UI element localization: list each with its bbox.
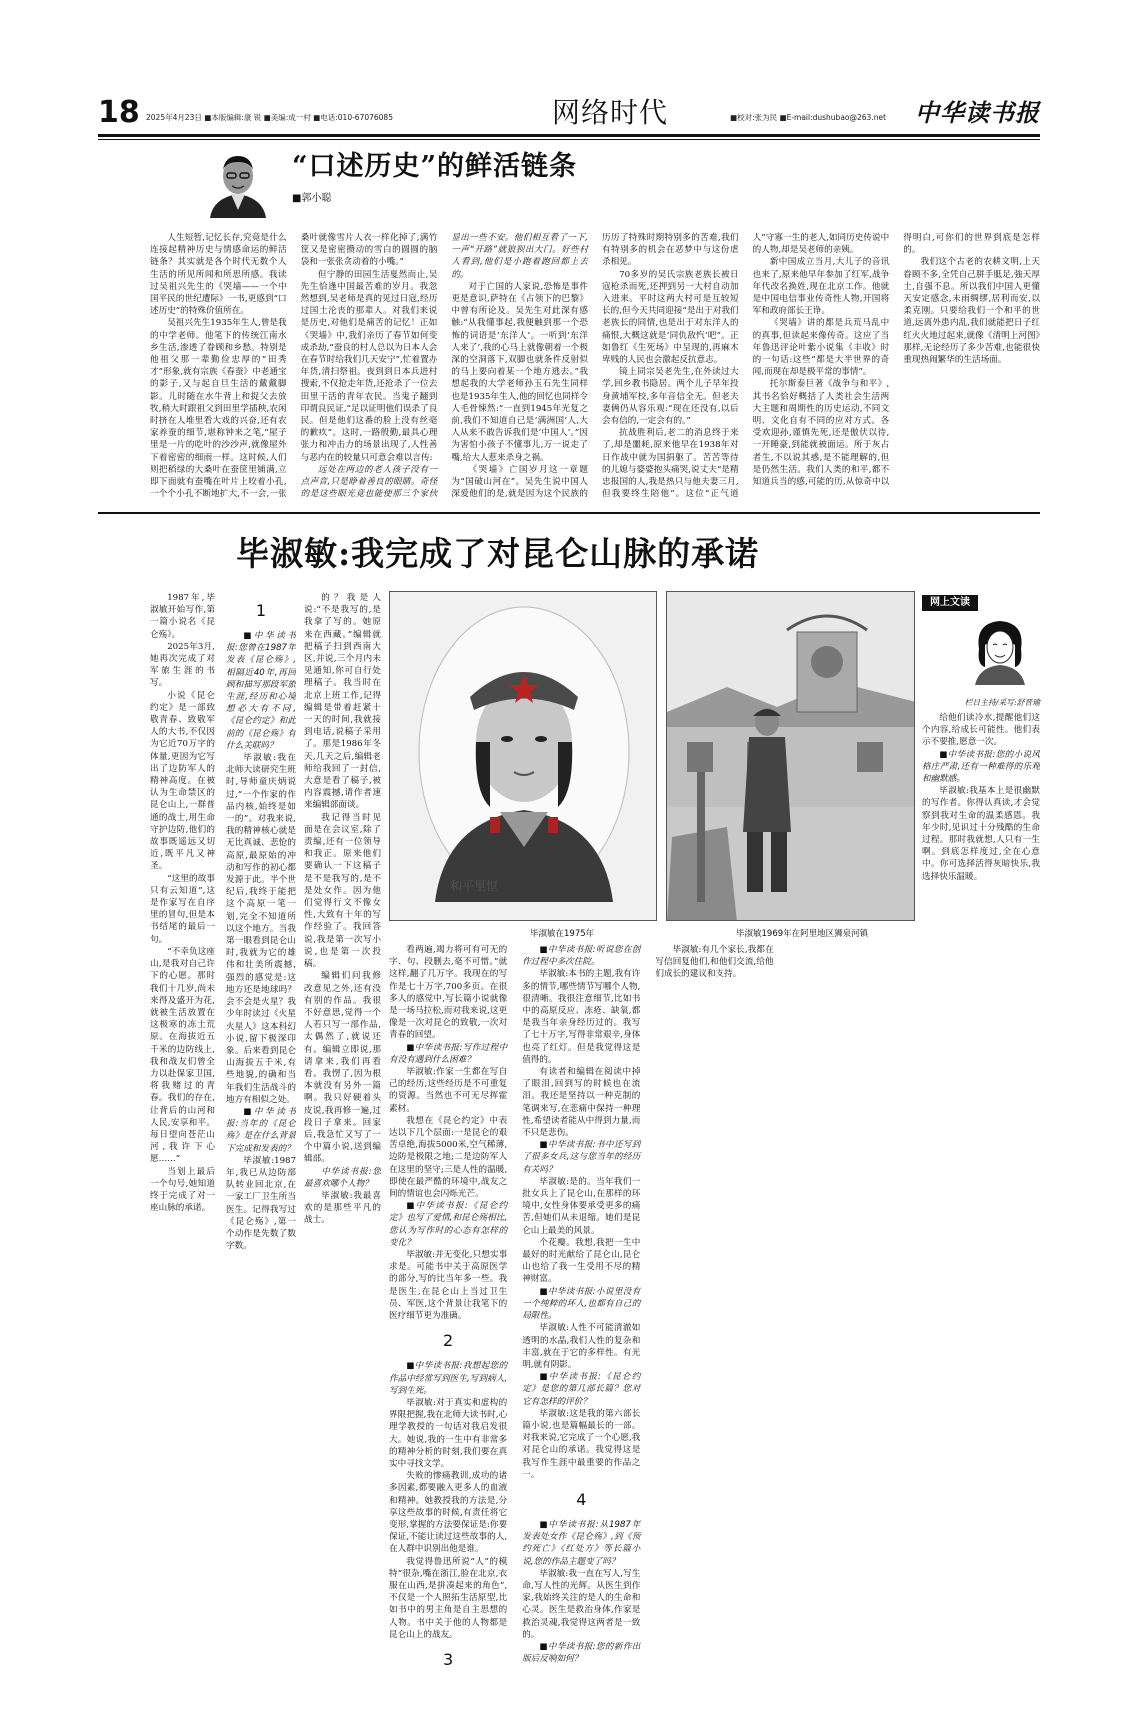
paragraph: 人生短暂,记忆长存,究竟是什么连接起精神历史与情感命运的鲜活链条？其实就是各个时代无数个人生活的所见所闻和所思所感。我读过吴祖兴先生的《哭墙——一个中国平民的世纪遭际》一书,更感到“口述历史”的特殊价值所在。 (150, 233, 287, 317)
question: ■中华读书报:从1987年发表处女作《昆仑殇》,到《预约死亡》《红处方》等长篇小说,您的作品主题变了吗？ (522, 1519, 641, 1567)
column-tag: 网上文读 (922, 595, 978, 611)
photo-caption: 毕淑敏在1975年 (530, 929, 595, 939)
question: ■中华读书报:小说里没有一个纯粹的坏人,也都有自己的局限性。 (522, 1286, 641, 1322)
question: ■中华读书报:您的小说风格庄严肃,还有一种难得的乐观和幽默感。 (922, 749, 1040, 785)
question: 中华读书报:您最喜欢哪个人物？ (304, 1166, 381, 1189)
answer: 毕淑敏:1987年,我已从边防部队转业回北京,在一家工厂卫生所当医生。记得我写过《昆仑殇》,第一个动作是先数了数字数。 (226, 1155, 296, 1252)
paragraph: 但宁静的田园生活戛然而止,吴先生恰逢中国最苦难的岁月。我忽然想到,吴老师是真的见过日寇,经历过国土沦丧的那辈人。对我们来说是历史,对他们是痛苦的记忆！正如《哭墙》中,我们亲历了春节如何变成杀劫,“蚕良的村人总以为日本人会在春节时给我们几天安宁”,忙着置办年货,清扫祭祖。夜到到日本兵进村搜索,不仅抢走年货,还抢杀了一位去田里干活的青年农民。当鬼子翻到印谓良民证,“足以证明他们误杀了良民。但是他们这番的脸上没有丝毫的歉疚”。这时,一路殷勤,最具心理张力和冲击力的场景出现了,人性善与恶内在的较量只可意会难以言传: (300, 269, 438, 463)
paragraph: 抗战胜利后,老二的消息终于来了,却是噩耗,原来他早在1938年对日作战中就为国捐躯了。苦苦等待的儿媳与婆婆抱头痛哭,说丈夫“是精忠报国的人,我是热只与他夫妻三月,但我要终生陪他”。这位“正气道人”守寡一生的老人,如同历史传说中的人物,却是吴老师的亲姨。 (601, 233, 890, 500)
paragraph: 托尔斯泰巨著《战争与和平》,其书名恰好概括了人类社会生活两大主题和周期性的历史运动,不同文明、文化自有不同的应对方式。各受欢迎孙,谨慎先死,还是傲伏以待,一开睡豪,到能就被面运。所于灰占者生,不以说其惑,是不能理解的,但是仍然生活。我们人类的和平,都不知道兵当的感,可能的历,从惊奇中以得明白,可你们的世界到底是怎样的。 (752, 233, 1040, 488)
paragraph: 《哭墙》亡国岁月这一章题为“国破山河在”。吴先生说中国人深爱他们的是,就是因为这个民族的历历了特殊时期特别多的苦难,我们有特别多的机会在恶梦中与这份虐杀相见。 (451, 233, 739, 500)
answer: 毕淑敏:这是我的第六部长篇小说,也是篇幅最长的一部。对我来说,它完成了一个心愿,我对昆仑山的承诺。我觉得这是我写作生涯中最重要的作品之一。 (522, 1408, 641, 1480)
section-number: 1 (255, 601, 267, 620)
section-title: 网络时代 (552, 96, 669, 129)
paragraph: “不幸负这座山,是我对自己许下的心愿。那时我们十几岁,尚未来得及盛开为花,就被生活放置在这极寒的冻土荒原。在海拔近五千米的边防线上,我和战友们曾全力以赴保家卫国,将我赌过的青春。我们的存在,让背后的山河和人民,安享和平。每日望向苍茫山河,我许下心愿……” (150, 946, 215, 1165)
paragraph: 当划上最后一个句号,她知道终于完成了对一座山脉的承诺。 (150, 1166, 215, 1214)
paragraph: 个花瓣。我想,我把一生中最好的时光献给了昆仑山,昆仑山也给了我一生受用不尽的精神财富。 (522, 1237, 641, 1285)
photo-bi-shumin-1975 (389, 591, 657, 921)
answer: 毕淑敏:人性不可能清澈如透明的水晶,我们人性的复杂和丰富,就在于它的多样性。有光明,就有阴影。 (522, 1323, 641, 1370)
intro-column (150, 592, 215, 1676)
paragraph: 《哭墙》讲的都是兵荒马乱中的真事,但读起来像传奇。这应了当年鲁迅评论叶紫小说集《丰收》时的一句话:这些“都是大半世界的奇闻,而现在却是极平常的事情”。 (752, 318, 890, 378)
paragraph: 2025年3月,她再次完成了对军旅生涯的书写。 (150, 641, 215, 689)
answer: 毕淑敏:我基本上是很幽默的写作者。你得认真读,才会觉察到我对生命的温柔感恩。我年少时,见识过十分残酷的生命过程。那时我就想,人只有一生啊。到底怎样度过,全在心意中。你可选择活得灰暗快乐,我选择快乐温暖。 (922, 786, 1040, 882)
paragraph: 失败的惨痛教训,成功的诸多因素,都要融入更多人的血液和精神。她教授我的方法是,分享这些故事的时候,有责任将它变形,掌握的方法要保证是:你要保证,不能让读过这些故事的人,在人群中识别出他是谁。 (389, 1471, 508, 1555)
paragraph: “这里的故事只有云知道”,这是作家写在自序里的冒句,但是本书结尾的最后一句。 (150, 873, 215, 945)
question: ■中华读书报:《昆仑约定》也写了爱情,和昆仑殇相比,您认为写作时的心态有怎样的变化？ (389, 1201, 508, 1248)
editor-meta: 2025年4月23日 ■本版编辑:康 锐 ■美编:成一村 ■电话:010-67076085 (146, 113, 393, 122)
paragraph: 看两遍,竭力将可有可无的字、句、段删去,毫不可惜。”就这样,翻了几万字。我现在的写作是七十万字,700多页。在很多人的感觉中,写长篇小说就像是一场马拉松,而对我来说,这更像是一次对昆仑的致敬,一次对青春的回望。 (389, 945, 508, 1041)
header-rule-thin (98, 139, 1040, 140)
interview-body (389, 944, 1040, 1676)
section-number: 3 (443, 1649, 454, 1669)
section-number: 4 (576, 1489, 587, 1509)
paragraph: 小说《昆仑约定》是一部致敬青春、致敬军人的大书,不仅因为它近70万字的体量,更因为它写出了边防军人的精神高度。在被认为生命禁区的昆仑山上,一群普通的战士,用生命守护边防,他们的故事既遥远又切近,既平凡又神圣。 (150, 690, 215, 872)
paragraph: 给他们读冷水,提醒他们这个内容,给成长可能性。他们表示不要推,愿意一次。 (922, 713, 1040, 748)
answer: 毕淑敏:有几个家长,我都在写信回复他们,和他们交流,给他们成长的建议和支持。 (655, 945, 774, 980)
paragraph: 我想在《昆仑约定》中表达以下几个层面:一是昆仑的艰苦卓绝,海拔5000米,空气稀薄,边防是极限之地;二是边防军人在这里的坚守;三是人性的温暖,即使在最严酷的环境中,战友之间的情谊也会闪烁光芒。 (389, 1115, 508, 1200)
answer: 毕淑敏:我一直在写人,写生命,写人性的光辉。从医生到作家,我始终关注的是人的生命和心灵。医生是救治身体,作家是救治灵魂,我觉得这两者是一致的。 (522, 1568, 641, 1640)
paragraph: 对于亡国的人家说,恐怖是事件更是意识,萨特在《占领下的巴黎》中曾有所论及。吴先生对此深有感触:“从我懂事起,我便触到那一个恐怖的词语是‘东洋人’。一听到‘东洋人来了’,我的心马上就像朝着一个极深的空洞落下,双脚也就条件反射似的马上要向着某一个地方逃去。”我想起我的大学老师孙玉石先生同样也是1935年生人,他的回忆也同样令人毛骨悚然:“一直到1945年光复之前,我们不知道自己是‘满洲国’人,大人从来不敢告诉我们是‘中国人’。”因为害怕小孩子不懂事儿,万一说走了嘴,给大人惹来杀身之祸。 (451, 281, 588, 463)
article-title: “口述历史”的鲜活链条 (292, 151, 578, 182)
answer: 毕淑敏:并无变化,只想实事求是。可能书中关于高原医学的部分,写的比当年多一些。我是医生,在昆仑山上当过卫生员、军医,这个背景让我笔下的医疗细节更为准确。 (389, 1250, 508, 1322)
question: ■中华读书报:写作过程中有没有遇到什么困难？ (389, 1042, 508, 1065)
article-byline: ■郭小聪 (292, 193, 332, 204)
section-divider (98, 512, 1040, 514)
quote: 远处在两边的老人孩子没有一点声音,只是睁着善良的眼睛。奇怪的是这些眼光竟也能使那三个家伙显出一些不安。他们相互看了一下,一声“开路”就狼狈出大门。好些村人看到,他们是小跑着跑回都上去的。 (300, 233, 588, 500)
section-number: 2 (443, 1331, 454, 1351)
question: ■中华读书报:当年的《昆仑殇》是在什么背景下完成和发表的？ (226, 1106, 296, 1154)
answer: 毕淑敏:本书的主题,我有许多的情节,哪些情节写哪个人物,很清晰。我很注意细节,比如书中的高原反应、冻疮、缺氧,都是我当年亲身经历过的。我写了七十万字,写得非常艰辛,身体也亮了红灯。但是我觉得这是值得的。 (522, 969, 641, 1065)
photo-bi-shumin-1969 (666, 591, 915, 921)
answer: 毕淑敏:我在北师大读研究生班时,导师童庆炳说过,“一个作家的作品内核,始终是如一的”。对我来说,我的精神核心就是无比真诚、悲怆的高原,最原始的冲动和写作的初心都发源于此。半个世纪后,我终于能把这个高原一笔一划,完全不知道所以这个地方。当我第一眼看到昆仑山时,我就为它的雄伟和壮美所震撼,强烈的感觉是:这地方还是地球吗？会不会是火星？我少年时读过《火星火星人》这本科幻小说,留下极深印象。后来看到昆仑山海拔五千米,有些地貌,的确和当年我们生活战斗的地方有相似之处。 (226, 753, 296, 1105)
question: ■中华读书报:书中还写到了很多女兵,这与您当年的经历有关吗？ (522, 1140, 641, 1175)
interview-column-1 (226, 592, 296, 1676)
interview-column-right (922, 712, 1040, 944)
page-number: 18 (98, 95, 140, 130)
column-host: 栏目主持/采写:舒晋瑜 (964, 698, 1040, 707)
newspaper-logo: 中华读书报 (915, 98, 1040, 127)
paragraph: 的？我是人说:“不是我写的,是我拿了写的。她原来在西藏。”编辑就把稿子扫到西南大区,并说,三个月内未见通知,你可自行处理稿子。我当时在北京上班工作,记得编辑是带着赶紧十一天的时间,我就接到电话,说稿子采用了。那是1986年冬天,几天之后,编辑老师给我回了一封信,大意是看了稿子,被内容震撼,请作者速来编辑部面谈。 (304, 593, 381, 811)
answer: 毕淑敏:我最喜欢的是那些平凡的战士。 (304, 1190, 381, 1226)
paragraph: 编辑们问我修改意见之外,还有没有别的作品。我很不好意思,觉得一个人若只写一部作品,太偶然了,就说还有。编辑立即说,那请拿来,我们再看看。我愣了,因为根本就没有另外一篇啊。我只好硬着头皮说,我再修一遍,过段日子拿来。回家后,我急忙又写了一个中篇小说,送到编辑部。 (304, 971, 381, 1165)
photo-inscription: 和平里恒 (450, 879, 499, 893)
answer: 毕淑敏:是的。当年我们一批女兵上了昆仑山,在那样的环境中,女性身体要承受更多的痛苦,但她们从未退缩。她们是昆仑山上最美的风景。 (522, 1176, 641, 1236)
question: ■中华读书报:我想起您的作品中经常写到医生,写到病人,写到生死。 (389, 1361, 508, 1396)
question: ■中华读书报:听说您在创作过程中多次住院。 (522, 945, 641, 968)
author-portrait (205, 148, 271, 218)
paragraph: 我记得当时见面是在会议室,除了责编,还有一位领导和我正。原来他们要确认一下这稿子是不是我写的,是不是处女作。因为他们觉得行文不像女性,大致有十年的写作经验了。我回答说,我是第一次写小说,也是第一次投稿。 (304, 812, 381, 970)
answer: 毕淑敏:对于真实和虚构的界限把握,我在北师大读书时,心理学教授的一句话对我启发很大。她说,我的一生中有非常多的精神分析的时刻,我们要在真实中寻找文学。 (389, 1397, 508, 1469)
host-portrait (965, 615, 1035, 685)
paragraph: 镜上同宗吴老先生,在外读过大学,回乡教书隐居。两个儿子早年投身黄埔军校,多年音信全无。但老夫妻俩仍从容乐观:“现在还没有,以后会有信的,一定会有的。” (601, 367, 739, 427)
paragraph: 1987年,毕淑敏开始写作,第一篇小说名《昆仑殇》。 (150, 593, 215, 640)
answer: 毕淑敏:作家一生都在写自己的经历,这些经历是不可重复的资源。当然也不可无尽挥霍素材。 (389, 1067, 508, 1114)
paragraph: 我觉得鲁迅所说“人”的模特“很杂,嘴在浙江,脸在北京,衣服在山西,是拼凑起来的角色”,不仅是一个人照拓生活原型,比如书中的男主角是自主思想的人物。书中关于他的人物都是昆仑山上的战友。 (389, 1556, 508, 1640)
article-body (150, 232, 1040, 504)
paragraph: 新中国成立当月,大儿子的音讯也来了,原来他早年参加了红军,战争年代改名换姓,现在北京工作。他就是中国电信事业传奇性人物,开国将军和政府部长王诤。 (752, 257, 890, 317)
masthead (98, 96, 1040, 132)
paragraph: 吴祖兴先生1935年生人,曾是我的中学老师。他笔下的传统江南水乡生活,渗透了眷顾和乡愁。特别是他祖父那一辈勤俭忠厚的“田秀才”形象,就有宗族《春蚕》中老通宝的影子,又与起自旦生活的戴戴脚影。儿时随在水牛背上和捉父去放牧,稍大时跟祖父到田里学插秧,农闲时挤在人堆里看大戏的兴奋,还有农家养蚕的细节,堪称钟来之笔,“屋子里是一片的吃叶的沙沙声,就像屋外下着密密的细雨一样。这时候,人们则把稻绿的大桑叶在蚕筐里铺满,立即下面就有蚕嘴在叶片上咬着小孔,一个个小孔不断地扩大,不一会,一张桑叶就像雪片人衣一样化掉了,满竹筐又是密密攒动的雪白的圆圆的脑袋和一张张贪动着的小嘴。” (150, 233, 438, 500)
paragraph: 70多岁的吴氏宗族老族长被日寇枪杀而死,还押到另一大村自动加入进来。平时这两大村可是互较短长的,但今天共同迎接“是出于对我们老族长的同情,也是出于对东洋人的痛恨,大概这就是‘同仇敌忾’吧”。正如鲁红《生死场》中呈现的,再麻木卑贱的人民也会激起反抗意志。 (601, 269, 739, 366)
question: ■中华读书报:《昆仑约定》是您的第几部长篇？您对它有怎样的评价？ (522, 1372, 641, 1407)
paragraph: 我们这个古老的农耕文明,上天眷顾不多,全凭自己胼手胝足,強天厚土,自强不息。所以我们中国人更懂天安定感念,未雨绸缪,居利而安,以柔克刚。只要给我们一个和平的世道,远离外患内乱,我们就能把日子红红火火地过起来,就像《清明上河图》那样,无论经历了多少苦难,也能很快重现热闹繁华的生活场面。 (903, 257, 1040, 366)
paragraph: 有读者和编辑在阅读中掉了眼泪,回到写的时候也在流泪。我还是坚持以一种克制的笔调来写,在悲痛中保持一种理性,希望读者能从中得到力量,而不只是悲伤。 (522, 1067, 641, 1139)
proofreader-meta: ■校对:张为民 ■E-mail:dushubao@263.net (730, 113, 887, 122)
header-rule (98, 134, 1040, 137)
photo-caption: 毕淑敏1969年在阿里地区狮泉河镇 (736, 929, 869, 939)
headline: 毕淑敏:我完成了对昆仑山脉的承诺 (236, 534, 760, 573)
interview-column-2 (304, 592, 381, 1676)
question: ■中华读书报:您曾在1987年发表《昆仑殇》,相隔近40年,再回顾和描写那段军旅生涯,经历和心境想必大有不同,《昆仑约定》和此前的《昆仑殇》有什么关联吗？ (226, 631, 296, 751)
question: ■中华读书报:您的新作出版后反响如何？ (522, 1641, 641, 1665)
